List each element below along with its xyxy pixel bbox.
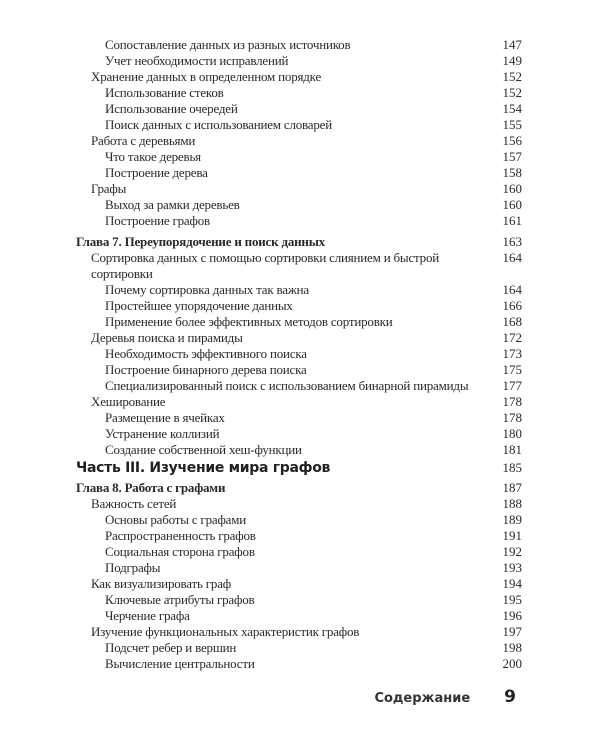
toc-entry [76, 53, 522, 69]
toc-entry-page: 161 [502, 213, 522, 228]
toc-entry [76, 496, 522, 512]
toc-entry-page: 168 [502, 314, 522, 329]
toc-entry [76, 37, 522, 53]
toc-entry-title: Социальная сторона графов [105, 544, 255, 559]
toc-entry-title: Глава 8. Работа с графами [76, 480, 226, 495]
toc-entry [76, 378, 522, 394]
toc-entry-title: Подграфы [105, 560, 161, 575]
toc-entry-title: Специализированный поиск с использованием бинарной пирамиды [105, 378, 469, 393]
toc-entry-title: Применение более эффективных методов сортировки [105, 314, 393, 329]
toc-entry [76, 282, 522, 298]
toc-entry-title: Поиск данных с использованием словарей [105, 117, 332, 132]
toc-entry-title: Хеширование [91, 394, 166, 409]
toc-entry-page: 178 [502, 410, 522, 425]
toc-entry-page: 194 [502, 576, 522, 591]
toc-entry [76, 133, 522, 149]
toc-entry [76, 544, 522, 560]
toc-entry-title: Почему сортировка данных так важна [105, 282, 309, 297]
toc-entry-title: Простейшее упорядочение данных [105, 298, 293, 313]
toc-entry-page: 196 [502, 608, 522, 623]
toc-entry-page: 160 [502, 197, 522, 212]
running-header-label: Содержание [374, 691, 471, 706]
toc-entry-page: 192 [502, 544, 522, 559]
toc-entry [76, 426, 522, 442]
toc-entry [76, 624, 522, 640]
toc-entry-title: Использование очередей [105, 101, 238, 116]
toc-entry-page: 181 [502, 442, 522, 457]
page-number: 9 [504, 687, 516, 707]
part-title: Часть III. Изучение мира графов [76, 460, 331, 476]
toc-entry-page: 187 [502, 480, 522, 495]
toc-entry [76, 213, 522, 229]
toc-entry-page: 164 [502, 250, 522, 265]
toc-chapter-entry [76, 480, 522, 496]
toc-entry [76, 394, 522, 410]
toc-entry [76, 640, 522, 656]
toc-entry-title: Работа с деревьями [91, 133, 196, 148]
toc-entry [76, 197, 522, 213]
page-footer [374, 687, 516, 707]
toc-entry-page: 193 [502, 560, 522, 575]
toc-entry-title: Учет необходимости исправлений [105, 53, 289, 68]
toc-entry-page: 188 [502, 496, 522, 511]
toc-entry-title: Построение графов [105, 213, 210, 228]
toc-entry-page: 156 [502, 133, 522, 148]
toc-entry [76, 298, 522, 314]
toc-entry-page: 152 [502, 69, 522, 84]
toc-entry-title: Черчение графа [105, 608, 190, 623]
toc-entry-title: Построение дерева [105, 165, 208, 180]
toc-entry [76, 512, 522, 528]
toc-entry-page: 154 [502, 101, 522, 116]
toc-entry-page: 175 [502, 362, 522, 377]
toc-entry-page: 155 [502, 117, 522, 132]
toc-entry-title: Размещение в ячейках [105, 410, 225, 425]
toc-entry-title: Деревья поиска и пирамиды [91, 330, 243, 345]
toc-entry [76, 85, 522, 101]
toc-section-chapter-8 [76, 480, 522, 672]
toc-entry [76, 410, 522, 426]
toc-entry [76, 560, 522, 576]
toc-entry-title: Выход за рамки деревьев [105, 197, 240, 212]
toc-entry [76, 576, 522, 592]
toc-entry [76, 608, 522, 624]
toc-entry-title: Подсчет ребер и вершин [105, 640, 237, 655]
toc-entry-title: Сопоставление данных из разных источников [105, 37, 351, 52]
toc-entry [76, 528, 522, 544]
toc-entry-title: Как визуализировать граф [91, 576, 232, 591]
toc-entry-title: Распространенность графов [105, 528, 256, 543]
toc-entry-title: Необходимость эффективного поиска [105, 346, 307, 361]
toc-part-heading [76, 458, 522, 478]
toc-entry-title: Использование стеков [105, 85, 224, 100]
toc-entry-title: Основы работы с графами [105, 512, 247, 527]
toc-entry [76, 181, 522, 197]
toc-entry-page: 157 [502, 149, 522, 164]
toc-entry-title: Хранение данных в определенном порядке [91, 69, 322, 84]
toc-entry-title: Ключевые атрибуты графов [105, 592, 255, 607]
toc-entry-title: Сортировка данных с помощью сортировки слиянием и быстрой сортировки [91, 250, 440, 281]
toc-entry [76, 442, 522, 458]
toc-entry-page: 152 [502, 85, 522, 100]
toc-entry [76, 592, 522, 608]
toc-entry [76, 101, 522, 117]
toc-entry-title: Что такое деревья [105, 149, 201, 164]
toc-entry-title: Построение бинарного дерева поиска [105, 362, 307, 377]
toc-chapter-entry [76, 234, 522, 250]
toc-entry-page: 163 [502, 234, 522, 249]
toc-entry-page: 166 [502, 298, 522, 313]
toc-entry [76, 149, 522, 165]
toc-entry-page: 149 [502, 53, 522, 68]
toc-section-1 [76, 37, 522, 229]
toc-entry-page: 191 [502, 528, 522, 543]
toc-section-chapter-7 [76, 234, 522, 458]
toc-entry [76, 165, 522, 181]
toc-entry-page: 197 [502, 624, 522, 639]
toc-entry-title: Глава 7. Переупорядочение и поиск данных [76, 234, 325, 249]
toc-entry-page: 178 [502, 394, 522, 409]
toc-entry-page: 200 [502, 656, 522, 671]
toc-entry [76, 314, 522, 330]
toc-entry-page: 172 [502, 330, 522, 345]
toc-entry-page: 180 [502, 426, 522, 441]
toc-entry-title: Важность сетей [91, 496, 177, 511]
toc-entry [76, 117, 522, 133]
toc-entry-page: 195 [502, 592, 522, 607]
toc-entry-page: 160 [502, 181, 522, 196]
toc-entry-title: Вычисление центральности [105, 656, 255, 671]
toc-entry [76, 656, 522, 672]
toc-entry-page: 189 [502, 512, 522, 527]
toc-entry-title: Графы [91, 181, 127, 196]
toc-entry [76, 330, 522, 346]
toc-entry-page: 198 [502, 640, 522, 655]
toc-entry-page: 158 [502, 165, 522, 180]
toc-entry [76, 346, 522, 362]
toc-entry-title: Устранение коллизий [105, 426, 220, 441]
toc-entry-page: 147 [502, 37, 522, 52]
part-page: 185 [502, 460, 522, 475]
toc-entry-title: Изучение функциональных характеристик графов [91, 624, 360, 639]
toc-entry-page: 177 [502, 378, 522, 393]
toc-entry-title: Создание собственной хеш-функции [105, 442, 302, 457]
toc-entry [76, 69, 522, 85]
toc-entry [76, 250, 522, 282]
toc-entry [76, 362, 522, 378]
toc-entry-page: 164 [502, 282, 522, 297]
toc-entry-page: 173 [502, 346, 522, 361]
